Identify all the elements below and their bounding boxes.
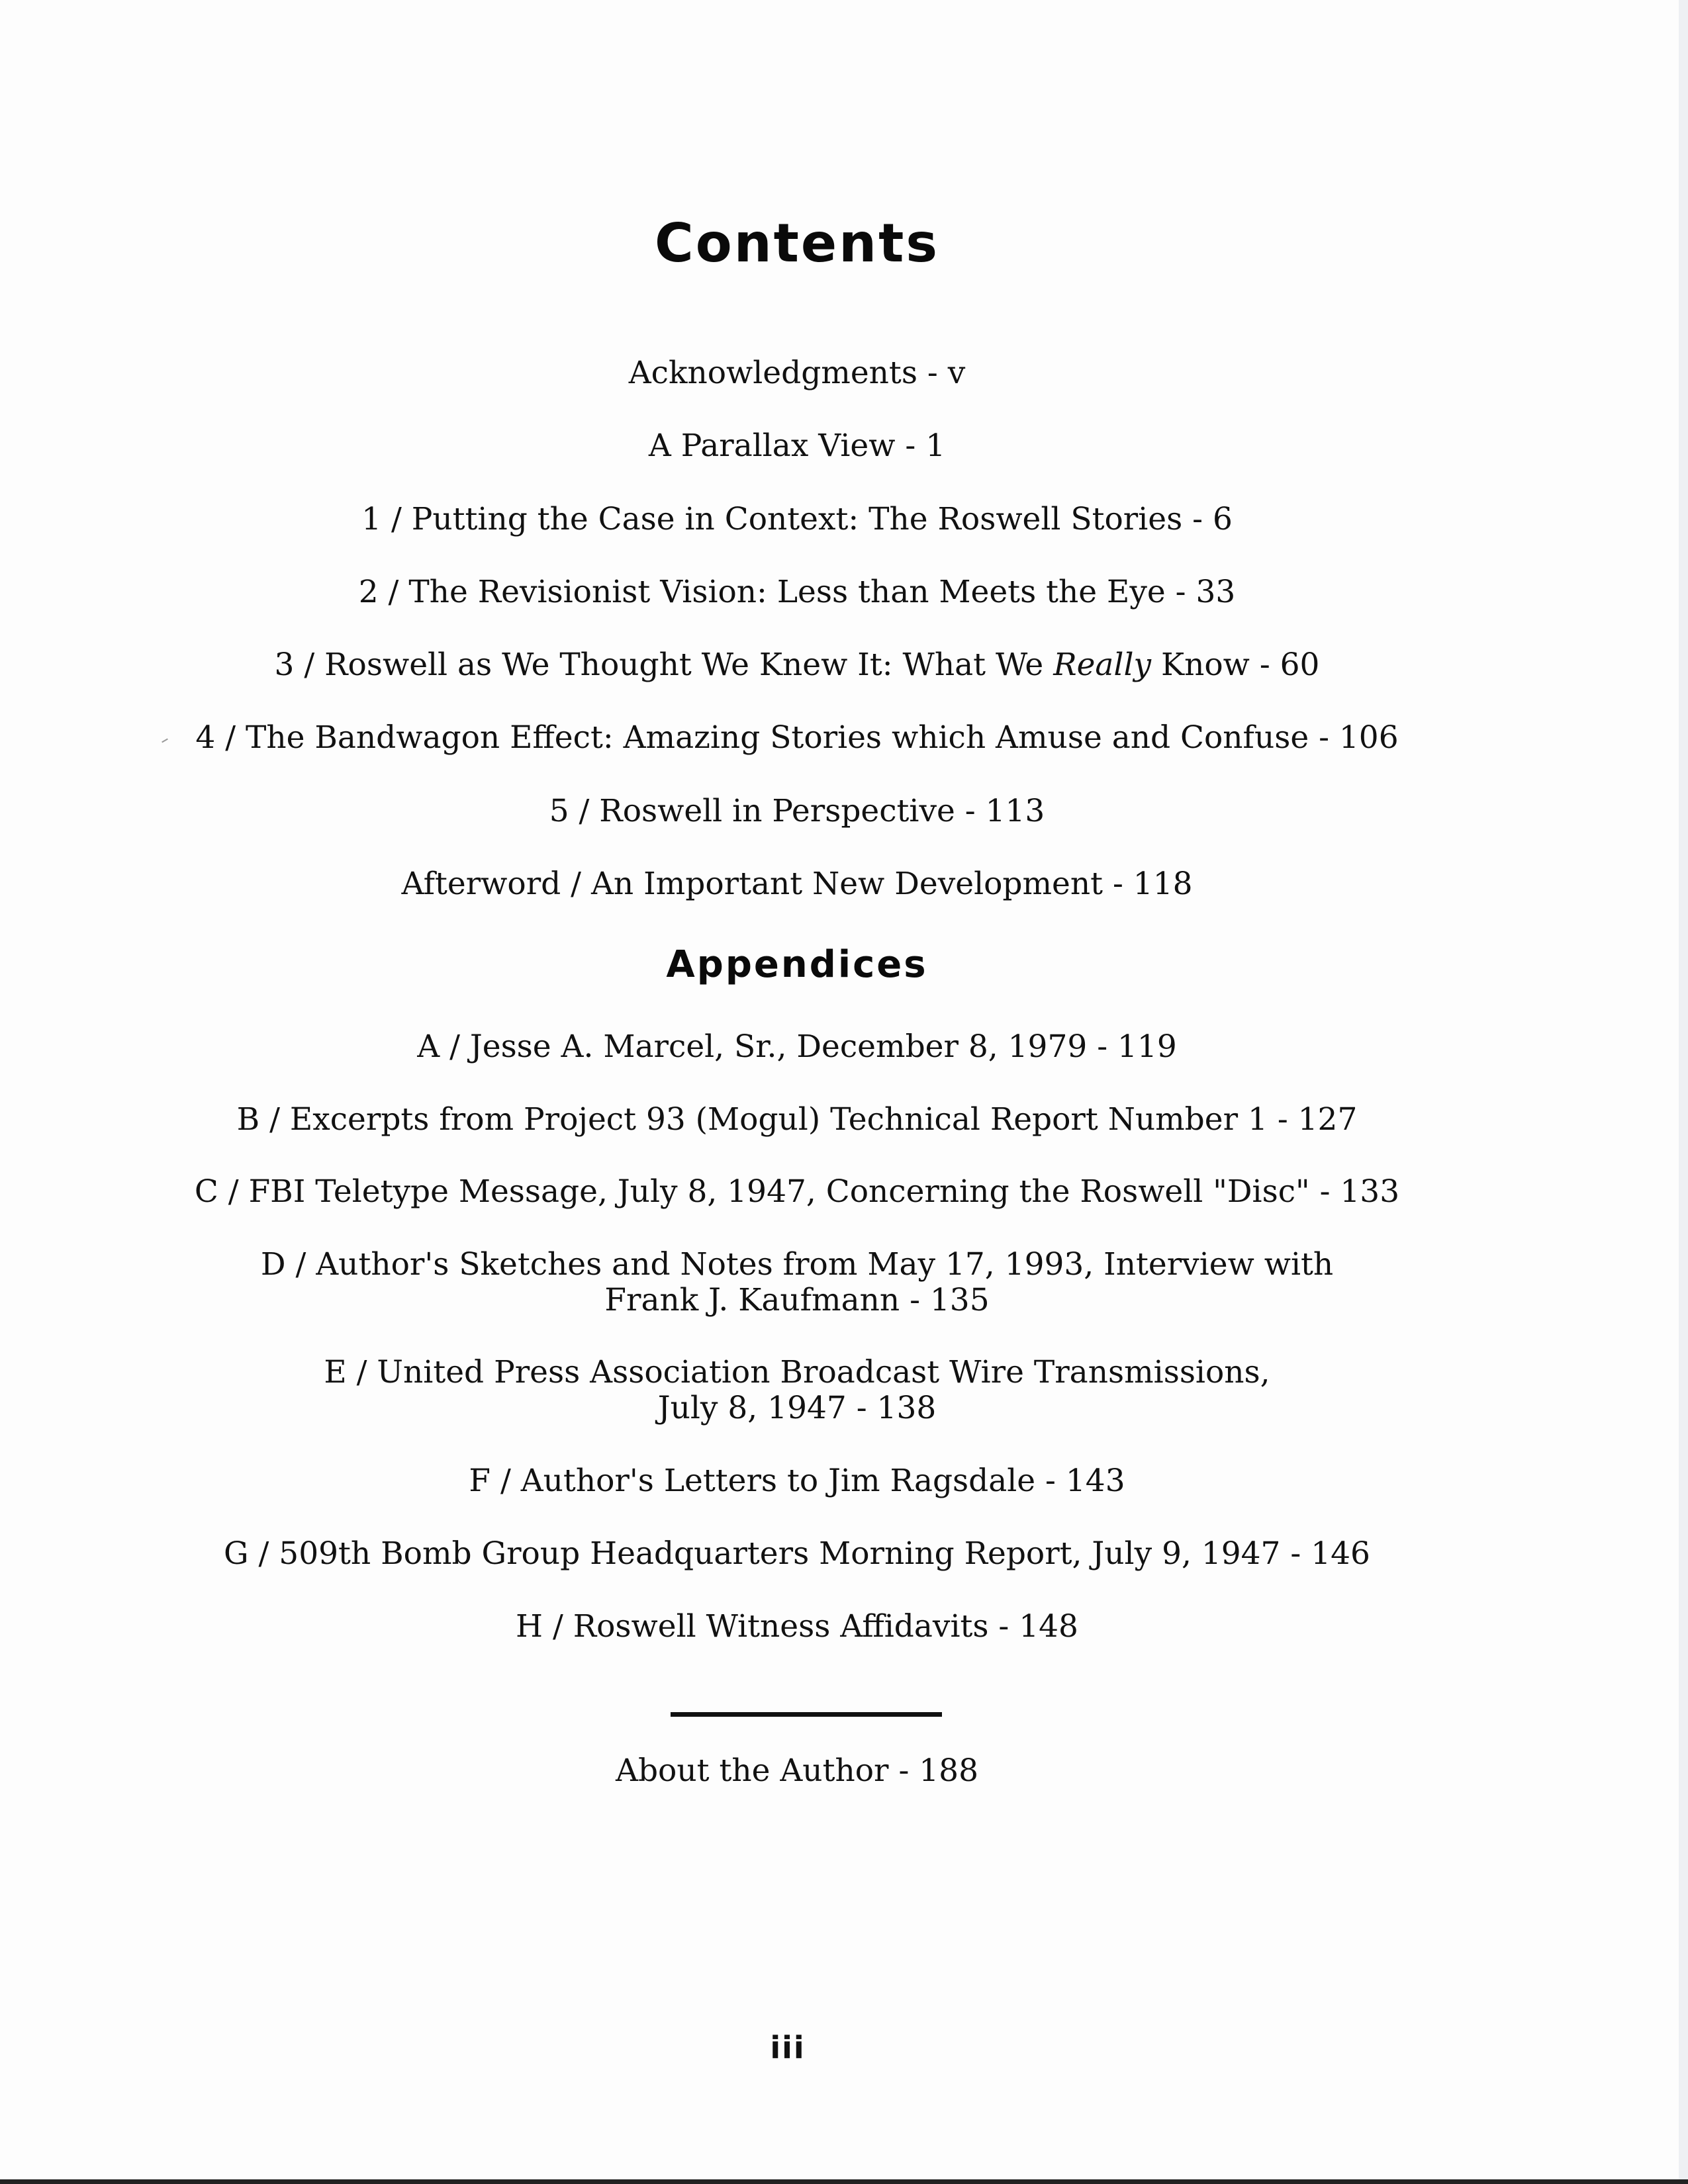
toc-entry-chapter-4: 4 / The Bandwagon Effect: Amazing Stories which Amuse and Confuse - 106	[195, 719, 1399, 756]
toc-entry-chapter-1: 1 / Putting the Case in Context: The Roswell Stories - 6	[361, 501, 1233, 537]
appendix-entry-f: F / Author's Letters to Jim Ragsdale - 143	[469, 1463, 1125, 1499]
page-number: iii	[770, 2030, 806, 2066]
toc-entry-chapter-3-tail: Know - 60	[1151, 647, 1320, 683]
appendix-entry-d-line-2: Frank J. Kaufmann - 135	[604, 1282, 990, 1318]
appendix-entry-g: G / 509th Bomb Group Headquarters Morning Report, July 9, 1947 - 146	[224, 1535, 1370, 1572]
toc-entry-chapter-3-lead: 3 / Roswell as We Thought We Knew It: What We	[274, 647, 1054, 683]
toc-entry-about-author: About the Author - 188	[616, 1752, 978, 1789]
appendices-heading: Appendices	[666, 943, 928, 986]
toc-entry-chapter-5: 5 / Roswell in Perspective - 113	[549, 793, 1045, 829]
appendix-entry-a: A / Jesse A. Marcel, Sr., December 8, 1979 - 119	[417, 1028, 1177, 1065]
appendix-entry-e-line-2: July 8, 1947 - 138	[657, 1390, 937, 1426]
scan-edge-bottom	[0, 2179, 1688, 2184]
appendix-entry-d-line-1: D / Author's Sketches and Notes from May 17, 1993, Interview with	[260, 1246, 1334, 1283]
appendix-entry-d	[0, 1247, 1594, 1318]
appendix-entry-b: B / Excerpts from Project 93 (Mogul) Technical Report Number 1 - 127	[236, 1101, 1358, 1138]
appendix-entry-h: H / Roswell Witness Affidavits - 148	[516, 1608, 1078, 1645]
contents-heading: Contents	[655, 212, 939, 274]
appendix-entry-c: C / FBI Teletype Message, July 8, 1947, Concerning the Roswell "Disc" - 133	[194, 1173, 1400, 1210]
section-divider-rule	[671, 1712, 942, 1717]
toc-entry-acknowledgments: Acknowledgments - v	[628, 355, 966, 391]
toc-entry-chapter-2: 2 / The Revisionist Vision: Less than Meets the Eye - 33	[358, 574, 1236, 610]
toc-entry-chapter-3-emphasis: Really	[1053, 647, 1152, 683]
scan-edge-right	[1679, 0, 1688, 2184]
appendix-entry-e-line-1: E / United Press Association Broadcast Wire Transmissions,	[324, 1354, 1270, 1390]
toc-entry-afterword: Afterword / An Important New Development - 118	[401, 866, 1193, 902]
toc-entry-chapter-3	[0, 647, 1594, 684]
appendix-entry-e	[0, 1355, 1594, 1426]
toc-entry-parallax-view: A Parallax View - 1	[648, 428, 946, 464]
